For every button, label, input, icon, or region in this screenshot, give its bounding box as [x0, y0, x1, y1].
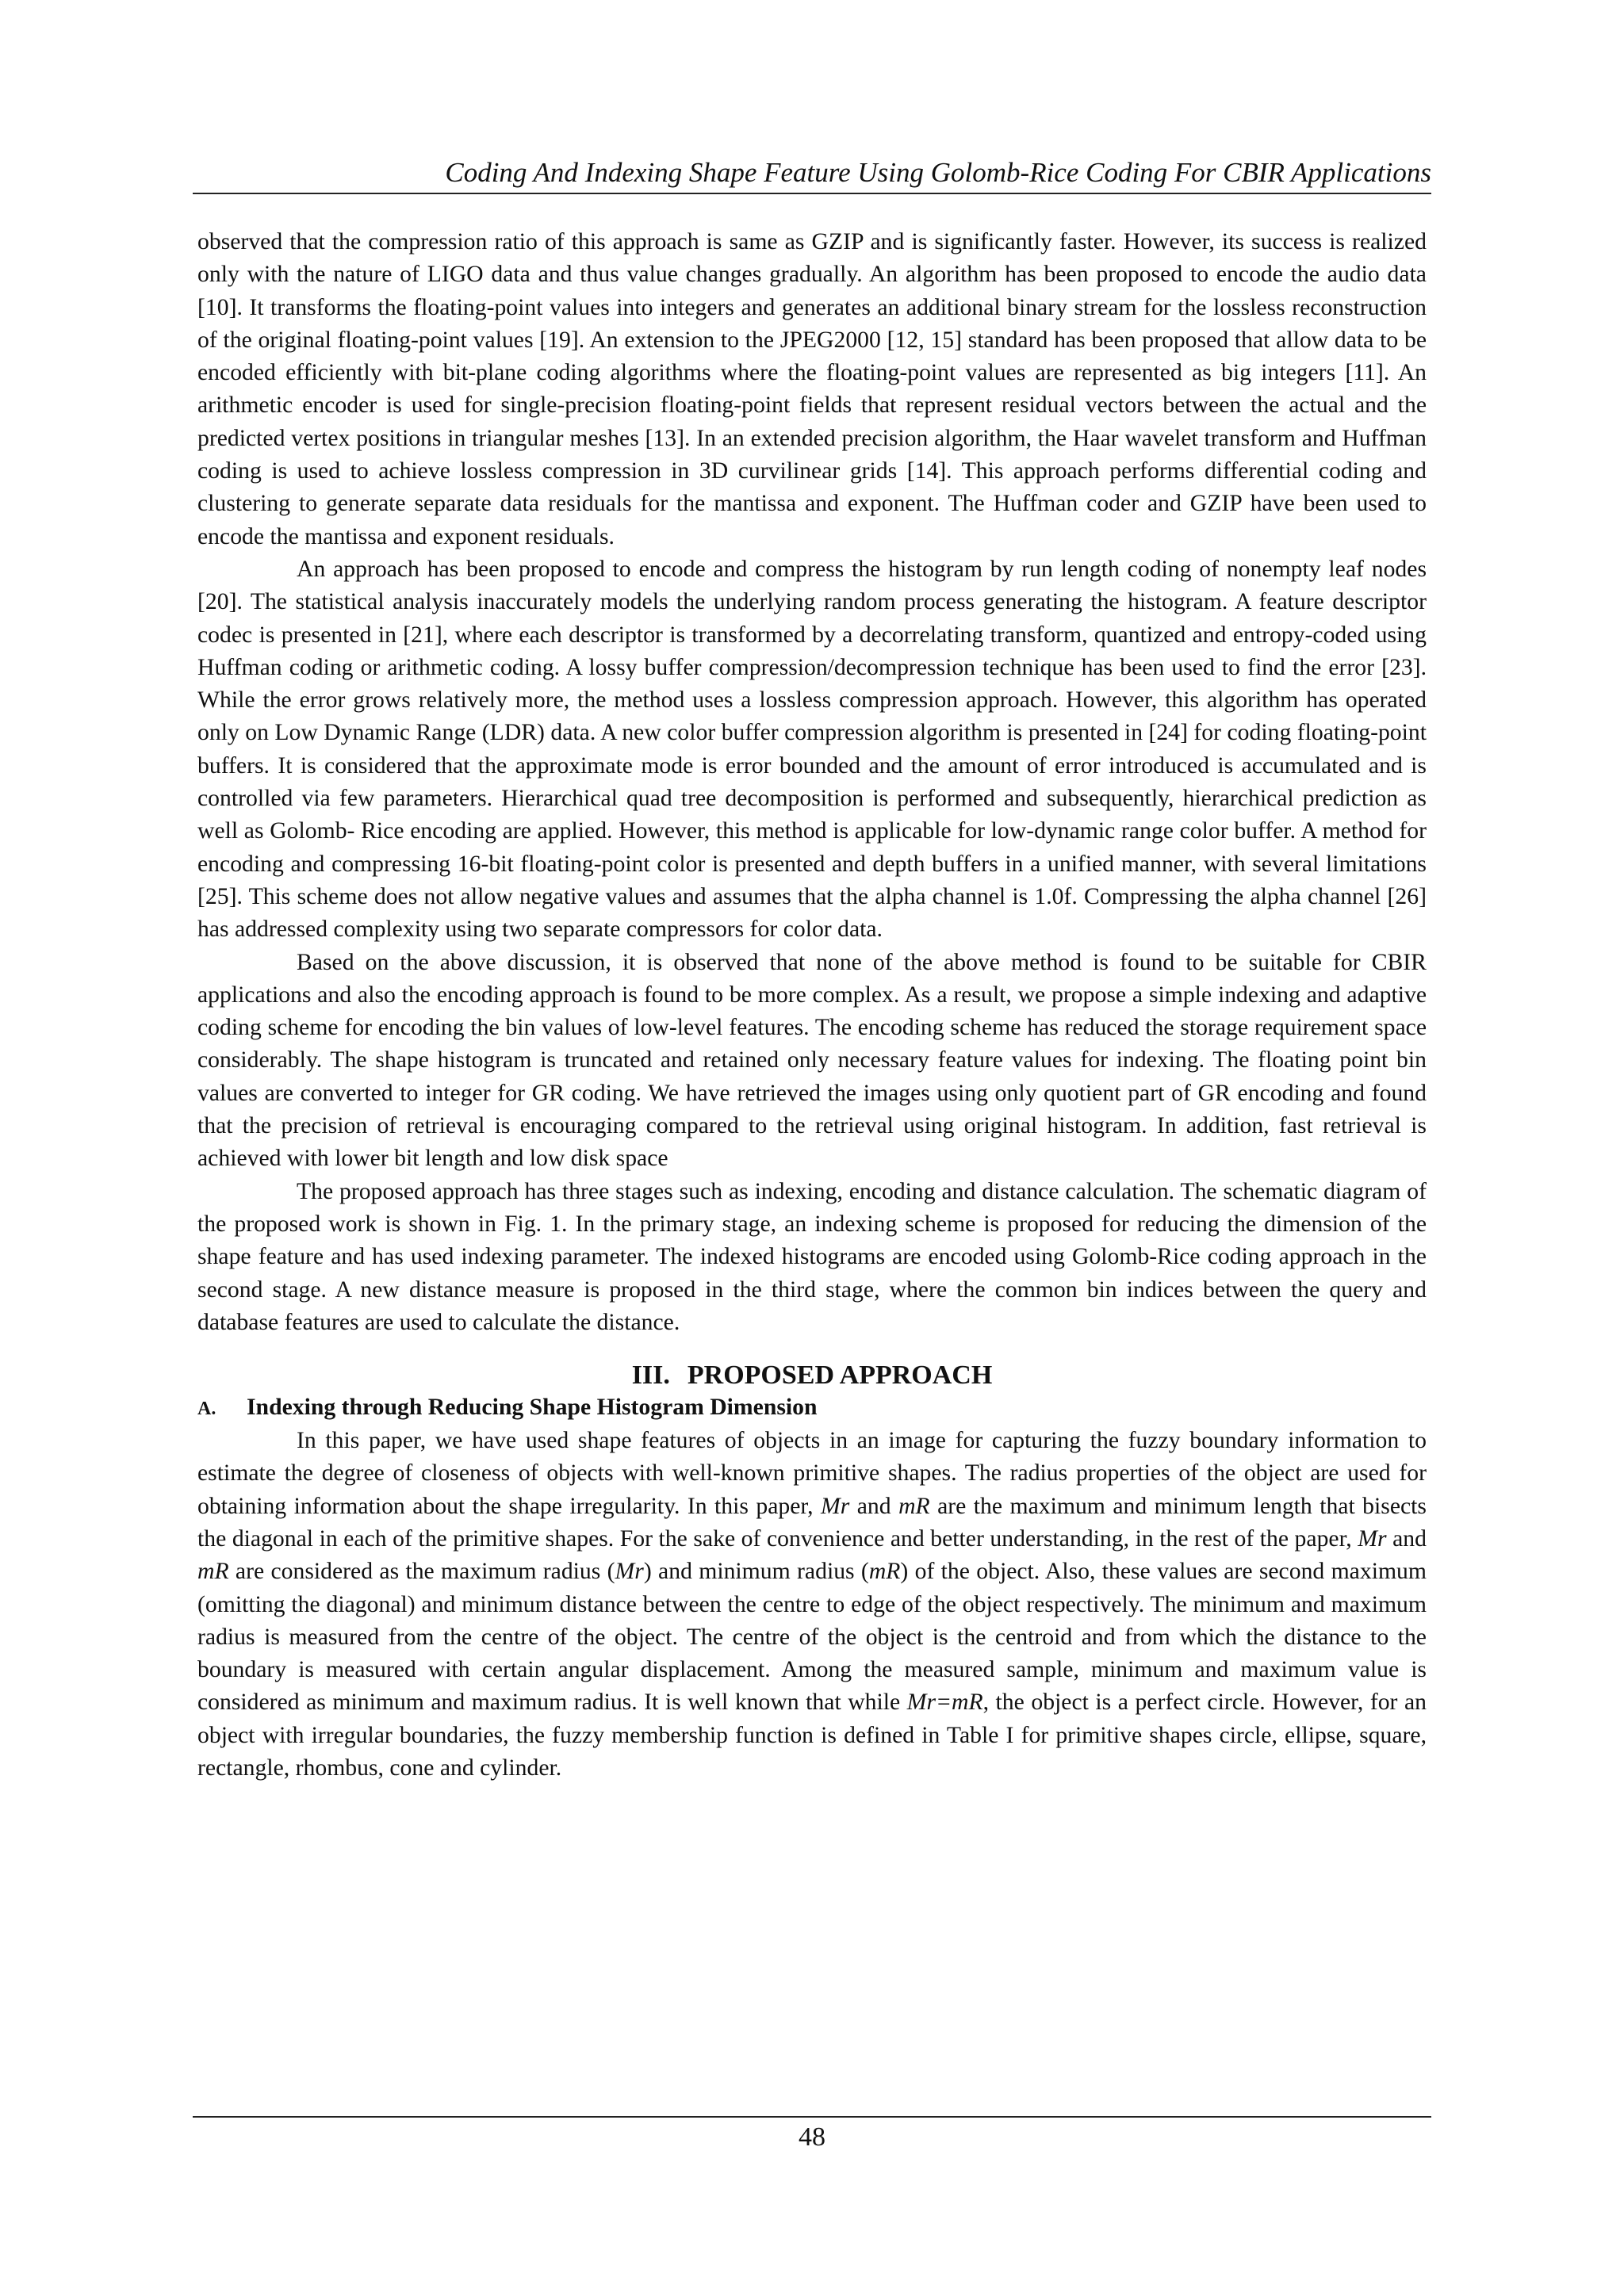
text-run: are considered as the maximum radius (	[228, 1559, 615, 1585]
text-run: In this paper, we have used shape features of objects in an image for capturing the fuzzy boundary information to estimate the degree of closeness of objects with well-known primitive shapes. The radius properties of the object are used for obtaining information about the shape irregularity. In this paper,	[197, 1428, 1427, 1519]
equation-mr-equals-mr: Mr=mR	[906, 1689, 983, 1716]
variable-mr: Mr	[615, 1559, 644, 1585]
paragraph: Based on the above discussion, it is observed that none of the above method is found to be suitable for CBIR applications and also the encoding approach is found to be more complex. As a result, we propose a simple indexing and adaptive coding scheme for encoding the bin values of low-level features. The encoding scheme has reduced the storage requirement space considerably. The shape histogram is truncated and retained only necessary feature values for indexing. The floating point bin values are converted to integer for GR coding. We have retrieved the images using only quotient part of GR encoding and found that the precision of retrieval is encouraging compared to the retrieval using original histogram. In addition, fast retrieval is achieved with lower bit length and low disk space	[197, 949, 1427, 1172]
variable-mr: Mr	[1358, 1525, 1387, 1552]
text-run: ) of the object. Also, these values are second maximum (omitting the diagonal) and minimum distance between the centre to edge of the object respectively. The minimum and maximum radius is measured from the centre of the object. The centre of the object is the centroid and from which the distance to the boundary is measured with certain angular displacement. Among the measured sample, minimum and maximum value is considered as minimum and maximum radius. It is well known that while	[197, 1559, 1427, 1716]
footer-rule	[193, 2116, 1431, 2118]
text-run: and	[849, 1493, 899, 1519]
section-heading	[197, 1359, 1427, 1392]
paragraph: An approach has been proposed to encode and compress the histogram by run length coding of nonempty leaf nodes [20]. The statistical analysis inaccurately models the underlying random process generating the histogram. A feature descriptor codec is presented in [21], where each descriptor is transformed by a decorrelating transform, quantized and entropy-coded using Huffman coding or arithmetic coding. A lossy buffer compression/decompression technique has been used to find the error [23]. While the error grows relatively more, the method uses a lossless compression approach. However, this algorithm has operated only on Low Dynamic Range (LDR) data. A new color buffer compression algorithm is presented in [24] for coding floating-point buffers. It is considered that the approximate mode is error bounded and the amount of error introduced is accumulated and is controlled via few parameters. Hierarchical quad tree decomposition is performed and subsequently, hierarchical prediction as well as Golomb- Rice encoding are applied. However, this method is applicable for low-dynamic range color buffer. A method for encoding and compressing 16-bit floating-point color is presented and depth buffers in a unified manner, with several limitations [25]. This scheme does not allow negative values and assumes that the alpha channel is 1.0f. Compressing the alpha channel [26] has addressed complexity using two separate compressors for color data.	[197, 556, 1427, 943]
text-run: ) and minimum radius (	[643, 1559, 869, 1585]
paragraph: The proposed approach has three stages such as indexing, encoding and distance calculation. The schematic diagram of the proposed work is shown in Fig. 1. In the primary stage, an indexing scheme is proposed for reducing the dimension of the shape feature and has used indexing parameter. The indexed histograms are encoded using Golomb-Rice coding approach in the second stage. A new distance measure is proposed in the third stage, where the common bin indices between the query and database features are used to calculate the distance.	[197, 1178, 1427, 1335]
subsection-heading	[197, 1392, 1427, 1425]
paragraph-continuation: observed that the compression ratio of this approach is same as GZIP and is significantly faster. However, its success is realized only with the nature of LIGO data and thus value changes gradually. An algorithm has been proposed to encode the audio data [10]. It transforms the floating-point values into integers and generates an additional binary stream for the lossless reconstruction of the original floating-point values [19]. An extension to the JPEG2000 [12, 15] standard has been proposed that allow data to be encoded efficiently with bit-plane coding algorithms where the floating-point values are represented as big integers [11]. An arithmetic encoder is used for single-precision floating-point fields that represent residual vectors between the actual and the predicted vertex positions in triangular meshes [13]. In an extended precision algorithm, the Haar wavelet transform and Huffman coding is used to achieve lossless compression in 3D curvilinear grids [14]. This approach performs differential coding and clustering to generate separate data residuals for the mantissa and exponent. The Huffman coder and GZIP have been used to encode the mantissa and exponent residuals.	[197, 229, 1427, 549]
subsection-paragraph	[197, 1425, 1427, 1785]
section-title: PROPOSED APPROACH	[687, 1360, 993, 1391]
running-header: Coding And Indexing Shape Feature Using Golomb-Rice Coding For CBIR Applications	[445, 157, 1431, 188]
variable-mr: Mr	[821, 1493, 850, 1519]
text-run: , the object is a perfect circle. However, for an object with irregular boundaries, the fuzzy membership function is defined in Table I for primitive shapes circle, ellipse, square, rectangle, rhombus, cone and cylinder.	[197, 1689, 1427, 1781]
text-run: are the maximum and minimum length that bisects the diagonal in each of the primitive shapes. For the sake of convenience and better understanding, in the rest of the paper,	[197, 1493, 1427, 1552]
variable-mr-min: mR	[868, 1559, 901, 1585]
header-rule	[193, 193, 1431, 194]
section-number: III.	[631, 1360, 670, 1391]
text-run: and	[1386, 1525, 1427, 1552]
subsection-letter: A.	[197, 1399, 216, 1420]
body-text	[197, 226, 1427, 1785]
page-number: 48	[799, 2122, 825, 2152]
variable-mr-min: mR	[898, 1493, 930, 1519]
variable-mr-min: mR	[197, 1559, 229, 1585]
subsection-title: Indexing through Reducing Shape Histogram Dimension	[247, 1395, 818, 1421]
